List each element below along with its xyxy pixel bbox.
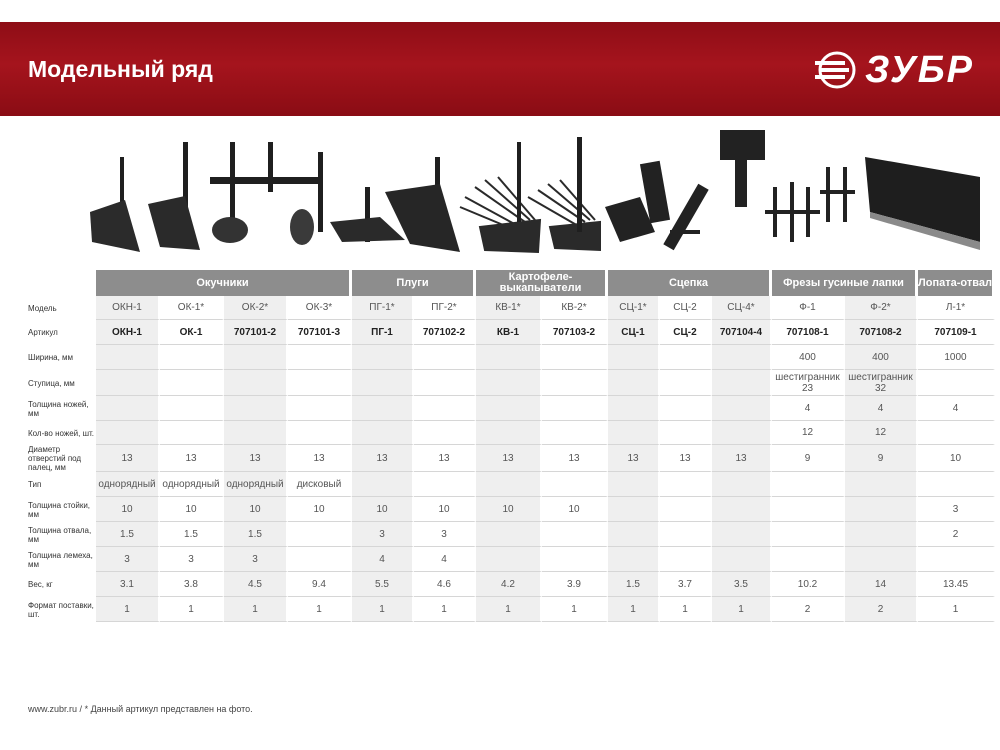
table-cell: 3 bbox=[224, 547, 288, 572]
table-cell: 1 bbox=[414, 597, 476, 622]
table-row bbox=[28, 345, 995, 370]
table-cell: 3 bbox=[160, 547, 224, 572]
table-cell bbox=[476, 472, 542, 497]
group-okuchniki: Окучники bbox=[96, 270, 352, 296]
table-cell bbox=[712, 370, 772, 396]
table-row bbox=[28, 396, 995, 421]
table-cell bbox=[542, 396, 608, 421]
table-cell: ОКН-1 bbox=[96, 320, 160, 345]
table-cell: КВ-1* bbox=[476, 296, 542, 320]
table-cell bbox=[96, 345, 160, 370]
table-cell: 13 bbox=[224, 445, 288, 472]
table-cell: 2 bbox=[845, 597, 918, 622]
table-cell bbox=[160, 421, 224, 445]
group-kartofelevykapyvateli: Картофеле-выкапыватели bbox=[476, 270, 608, 296]
table-cell bbox=[476, 345, 542, 370]
group-plugi: Плуги bbox=[352, 270, 476, 296]
table-cell: 3.1 bbox=[96, 572, 160, 597]
table-cell: 10 bbox=[542, 497, 608, 522]
table-cell bbox=[476, 547, 542, 572]
table-cell: СЦ-1 bbox=[608, 320, 660, 345]
table-cell: 3.9 bbox=[542, 572, 608, 597]
group-scepka: Сцепка bbox=[608, 270, 772, 296]
table-cell bbox=[608, 497, 660, 522]
table-cell: 13 bbox=[712, 445, 772, 472]
table-cell bbox=[712, 421, 772, 445]
table-cell bbox=[772, 472, 845, 497]
table-cell bbox=[918, 421, 995, 445]
table-cell bbox=[712, 345, 772, 370]
table-cell bbox=[352, 421, 414, 445]
table-row bbox=[28, 497, 995, 522]
table-cell: 13 bbox=[160, 445, 224, 472]
table-cell: 1 bbox=[352, 597, 414, 622]
table-cell: 10.2 bbox=[772, 572, 845, 597]
table-cell bbox=[660, 497, 712, 522]
table-cell: однорядный bbox=[160, 472, 224, 497]
table-cell: 12 bbox=[772, 421, 845, 445]
table-cell: 707109-1 bbox=[918, 320, 995, 345]
table-cell bbox=[608, 370, 660, 396]
table-cell: 3 bbox=[918, 497, 995, 522]
row-label: Кол-во ножей, шт. bbox=[28, 428, 95, 438]
header-banner bbox=[0, 22, 1000, 116]
product-ok1-image bbox=[148, 142, 200, 250]
table-cell: ПГ-1 bbox=[352, 320, 414, 345]
table-cell: 1 bbox=[660, 597, 712, 622]
table-cell bbox=[288, 547, 352, 572]
table-cell: 707108-2 bbox=[845, 320, 918, 345]
table-cell: 707104-4 bbox=[712, 320, 772, 345]
table-cell bbox=[476, 370, 542, 396]
table-cell: ОК-3* bbox=[288, 296, 352, 320]
table-cell bbox=[352, 396, 414, 421]
table-cell: 13 bbox=[352, 445, 414, 472]
table-row bbox=[28, 547, 995, 572]
table-cell: 400 bbox=[845, 345, 918, 370]
table-cell bbox=[352, 370, 414, 396]
table-cell bbox=[160, 370, 224, 396]
table-cell: 707101-3 bbox=[288, 320, 352, 345]
table-cell: 3.5 bbox=[712, 572, 772, 597]
table-row bbox=[28, 421, 995, 445]
table-row bbox=[28, 472, 995, 497]
table-cell bbox=[845, 522, 918, 547]
table-cell bbox=[918, 370, 995, 396]
table-cell bbox=[288, 522, 352, 547]
table-cell: 1.5 bbox=[160, 522, 224, 547]
table-row bbox=[28, 445, 995, 472]
table-cell bbox=[96, 396, 160, 421]
table-cell: ОК-1* bbox=[160, 296, 224, 320]
table-cell: 13 bbox=[542, 445, 608, 472]
table-cell: КВ-1 bbox=[476, 320, 542, 345]
table-cell: 5.5 bbox=[352, 572, 414, 597]
table-cell bbox=[712, 547, 772, 572]
table-cell bbox=[660, 547, 712, 572]
table-cell bbox=[918, 472, 995, 497]
table-cell: СЦ-1* bbox=[608, 296, 660, 320]
table-cell: ПГ-2* bbox=[414, 296, 476, 320]
table-cell bbox=[542, 522, 608, 547]
table-cell: 12 bbox=[845, 421, 918, 445]
table-cell: 3.7 bbox=[660, 572, 712, 597]
row-label: Ширина, мм bbox=[28, 353, 74, 362]
table-cell bbox=[772, 547, 845, 572]
table-cell bbox=[608, 345, 660, 370]
product-ok3-image bbox=[290, 152, 323, 245]
table-cell: 3.8 bbox=[160, 572, 224, 597]
table-cell bbox=[660, 472, 712, 497]
table-cell bbox=[476, 522, 542, 547]
table-row bbox=[28, 522, 995, 547]
table-cell: 10 bbox=[224, 497, 288, 522]
row-label: Тип bbox=[28, 480, 42, 489]
table-cell: 13 bbox=[608, 445, 660, 472]
row-label: Толщина лемеха, мм bbox=[28, 550, 93, 569]
table-cell bbox=[476, 396, 542, 421]
table-cell bbox=[352, 345, 414, 370]
product-sc2-image bbox=[663, 184, 708, 251]
table-cell: 1 bbox=[542, 597, 608, 622]
row-label: Формат поставки, шт. bbox=[28, 600, 94, 619]
table-cell bbox=[542, 345, 608, 370]
table-cell bbox=[476, 421, 542, 445]
table-cell bbox=[608, 547, 660, 572]
table-cell bbox=[224, 396, 288, 421]
table-cell: СЦ-2 bbox=[660, 296, 712, 320]
table-cell: 2 bbox=[918, 522, 995, 547]
table-cell: 10 bbox=[476, 497, 542, 522]
table-cell: однорядный bbox=[224, 472, 288, 497]
table-cell: 4 bbox=[845, 396, 918, 421]
table-cell bbox=[160, 345, 224, 370]
table-cell: 13 bbox=[96, 445, 160, 472]
group-lopata-otval: Лопата-отвал bbox=[918, 270, 995, 296]
footer bbox=[28, 704, 253, 714]
table-cell: Ф-1 bbox=[772, 296, 845, 320]
table-cell: Ф-2* bbox=[845, 296, 918, 320]
table-cell bbox=[660, 370, 712, 396]
table-cell: 707108-1 bbox=[772, 320, 845, 345]
table-cell bbox=[352, 472, 414, 497]
table-cell: однорядный bbox=[96, 472, 160, 497]
table-row bbox=[28, 296, 995, 320]
table-cell: ОКН-1 bbox=[96, 296, 160, 320]
footer-note: * Данный артикул представлен на фото. bbox=[84, 704, 253, 714]
table-cell bbox=[160, 396, 224, 421]
table-cell bbox=[288, 345, 352, 370]
table-cell: шестигранник 32 bbox=[845, 370, 918, 396]
table-cell: 13.45 bbox=[918, 572, 995, 597]
table-cell: 13 bbox=[414, 445, 476, 472]
table-cell: 10 bbox=[414, 497, 476, 522]
row-label: Толщина стойки, мм bbox=[28, 500, 91, 519]
product-sc4-image bbox=[720, 130, 765, 207]
table-cell bbox=[414, 396, 476, 421]
table-cell: ОК-1 bbox=[160, 320, 224, 345]
table-cell bbox=[608, 396, 660, 421]
table-cell bbox=[712, 497, 772, 522]
table-cell bbox=[845, 547, 918, 572]
row-label: Толщина ножей, мм bbox=[28, 399, 89, 418]
product-l1-image bbox=[865, 157, 980, 250]
table-cell: 4.6 bbox=[414, 572, 476, 597]
table-row bbox=[28, 320, 995, 345]
table-cell: 10 bbox=[918, 445, 995, 472]
table-cell bbox=[660, 421, 712, 445]
table-cell bbox=[712, 472, 772, 497]
row-label: Толщина отвала, мм bbox=[28, 525, 92, 544]
table-cell bbox=[608, 472, 660, 497]
group-frezy: Фрезы гусиные лапки bbox=[772, 270, 918, 296]
table-cell: 4.2 bbox=[476, 572, 542, 597]
table-cell: ПГ-1* bbox=[352, 296, 414, 320]
table-cell bbox=[414, 472, 476, 497]
table-cell: 10 bbox=[352, 497, 414, 522]
product-okn1-image bbox=[90, 157, 140, 252]
table-cell: 1000 bbox=[918, 345, 995, 370]
table-cell: 4 bbox=[772, 396, 845, 421]
table-cell bbox=[845, 472, 918, 497]
table-cell bbox=[96, 421, 160, 445]
table-cell: 4.5 bbox=[224, 572, 288, 597]
table-cell bbox=[414, 345, 476, 370]
row-label: Ступица, мм bbox=[28, 378, 75, 388]
row-label: Артикул bbox=[28, 328, 58, 337]
table-cell: 13 bbox=[660, 445, 712, 472]
table-cell: 1 bbox=[712, 597, 772, 622]
table-cell: 707101-2 bbox=[224, 320, 288, 345]
table-cell: 707102-2 bbox=[414, 320, 476, 345]
table-row bbox=[28, 370, 995, 396]
row-label: Диаметр отверстий под палец, мм bbox=[28, 445, 82, 472]
table-cell bbox=[96, 370, 160, 396]
table-cell: 14 bbox=[845, 572, 918, 597]
table-cell: 4 bbox=[918, 396, 995, 421]
table-cell bbox=[712, 522, 772, 547]
table-cell: 1 bbox=[918, 597, 995, 622]
product-photos bbox=[80, 122, 990, 262]
table-cell: СЦ-2 bbox=[660, 320, 712, 345]
table-cell: 2 bbox=[772, 597, 845, 622]
table-cell bbox=[414, 421, 476, 445]
product-f2-image bbox=[820, 167, 855, 222]
group-header-row bbox=[28, 270, 995, 296]
table-cell bbox=[224, 345, 288, 370]
table-cell: 1.5 bbox=[224, 522, 288, 547]
table-cell: 4 bbox=[352, 547, 414, 572]
table-cell: 13 bbox=[476, 445, 542, 472]
table-cell: 9 bbox=[845, 445, 918, 472]
table-cell: 9 bbox=[772, 445, 845, 472]
table-cell: 1.5 bbox=[608, 572, 660, 597]
spec-table bbox=[28, 270, 995, 622]
table-cell bbox=[772, 497, 845, 522]
table-cell: СЦ-4* bbox=[712, 296, 772, 320]
product-sc1-image bbox=[605, 161, 670, 242]
row-label: Модель bbox=[28, 303, 57, 313]
page-title: Модельный ряд bbox=[28, 56, 213, 82]
table-row bbox=[28, 572, 995, 597]
table-cell bbox=[414, 370, 476, 396]
table-cell: 13 bbox=[288, 445, 352, 472]
logo-emblem-icon bbox=[815, 50, 859, 90]
brand-logo bbox=[815, 50, 974, 90]
table-cell bbox=[288, 421, 352, 445]
table-cell: 9.4 bbox=[288, 572, 352, 597]
table-cell bbox=[542, 472, 608, 497]
table-cell bbox=[608, 421, 660, 445]
table-cell: 1 bbox=[608, 597, 660, 622]
table-cell bbox=[224, 370, 288, 396]
table-cell: 4 bbox=[414, 547, 476, 572]
table-cell bbox=[712, 396, 772, 421]
table-cell bbox=[542, 547, 608, 572]
table-cell bbox=[772, 522, 845, 547]
table-cell: Л-1* bbox=[918, 296, 995, 320]
table-cell: 1.5 bbox=[96, 522, 160, 547]
table-cell: 3 bbox=[96, 547, 160, 572]
table-cell: 3 bbox=[352, 522, 414, 547]
product-f1-image bbox=[765, 182, 820, 242]
table-cell: 1 bbox=[288, 597, 352, 622]
footer-separator: / bbox=[79, 704, 83, 714]
table-cell bbox=[224, 421, 288, 445]
row-label: Вес, кг bbox=[28, 580, 53, 589]
table-cell bbox=[288, 396, 352, 421]
table-cell bbox=[845, 497, 918, 522]
table-cell: шестигранник 23 bbox=[772, 370, 845, 396]
footer-site: www.zubr.ru bbox=[28, 704, 78, 714]
table-cell: 1 bbox=[476, 597, 542, 622]
table-cell bbox=[918, 547, 995, 572]
table-cell bbox=[660, 396, 712, 421]
table-cell: 10 bbox=[288, 497, 352, 522]
table-cell: КВ-2* bbox=[542, 296, 608, 320]
table-cell bbox=[542, 370, 608, 396]
table-cell bbox=[660, 345, 712, 370]
table-cell: 707103-2 bbox=[542, 320, 608, 345]
table-cell bbox=[542, 421, 608, 445]
table-cell: 1 bbox=[160, 597, 224, 622]
table-cell bbox=[608, 522, 660, 547]
table-cell bbox=[660, 522, 712, 547]
logo-text: ЗУБР bbox=[865, 48, 974, 91]
table-row bbox=[28, 597, 995, 622]
table-cell: 10 bbox=[96, 497, 160, 522]
table-cell: 3 bbox=[414, 522, 476, 547]
table-cell: 1 bbox=[224, 597, 288, 622]
table-cell: 400 bbox=[772, 345, 845, 370]
table-cell: ОК-2* bbox=[224, 296, 288, 320]
table-cell: 1 bbox=[96, 597, 160, 622]
table-cell: 10 bbox=[160, 497, 224, 522]
table-cell: дисковый bbox=[288, 472, 352, 497]
table-cell bbox=[288, 370, 352, 396]
